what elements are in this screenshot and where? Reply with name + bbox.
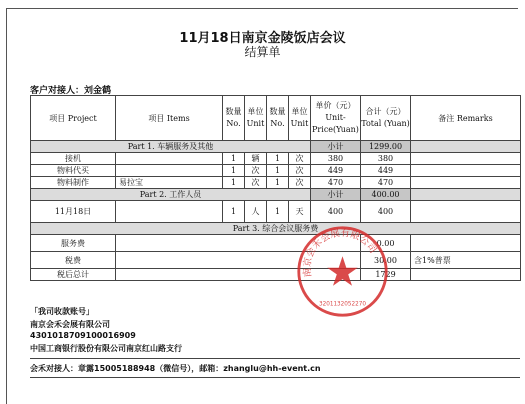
row-total: 400 — [361, 201, 411, 223]
table-row — [31, 201, 521, 223]
row-price: 400 — [311, 201, 361, 223]
part1-subtotal-remarks — [411, 141, 521, 153]
table-row — [31, 252, 521, 269]
row-total: 449 — [361, 165, 411, 177]
hh-contact: 会禾对接人：章露15005188948（微信号），邮箱：zhanglu@hh-event.cn — [30, 364, 321, 373]
row-total: 1729 — [361, 269, 411, 281]
document-subtitle: 结算单 — [244, 45, 281, 59]
table-row — [31, 269, 521, 281]
row-unit1: 次 — [245, 177, 267, 189]
part1-title: Part 1. 车辆服务及其他 — [31, 141, 311, 153]
row-project: 税费 — [31, 252, 116, 269]
footer-bottom-line — [30, 377, 520, 378]
row-qty2: 1 — [267, 165, 289, 177]
part3-title: Part 3. 综合会议服务费 — [31, 223, 521, 235]
bank-name: 中国工商银行股份有限公司南京红山路支行 — [30, 344, 182, 353]
row-total: 30.00 — [361, 252, 411, 269]
table-row — [31, 235, 521, 252]
part1-subtotal: 1299.00 — [361, 141, 411, 153]
row-total: 380 — [361, 153, 411, 165]
row-unit2: 次 — [289, 153, 311, 165]
footer-divider — [30, 358, 520, 359]
row-remarks — [411, 177, 521, 189]
client-contact: 客户对接人：刘金鹤 — [30, 86, 112, 96]
row-qty1: 1 — [223, 165, 245, 177]
row-unit1: 次 — [245, 165, 267, 177]
row-project: 物料制作 — [31, 177, 116, 189]
col-qty2: 数量 No. — [267, 96, 289, 141]
table-row — [31, 177, 521, 189]
part1-subtotal-label: 小计 — [311, 141, 361, 153]
table-row — [31, 153, 521, 165]
row-unit1: 辆 — [245, 153, 267, 165]
part2-subtotal-remarks — [411, 189, 521, 201]
row-price: 449 — [311, 165, 361, 177]
account-title: 「我司收款账号」 — [30, 307, 94, 316]
row-project: 服务费 — [31, 235, 116, 252]
document-title: 11月18日南京金陵饭店会议 — [179, 31, 346, 46]
col-unit2: 单位 Unit — [289, 96, 311, 141]
row-remarks — [411, 269, 521, 281]
row-price: 380 — [311, 153, 361, 165]
col-items: 项目 Items — [116, 96, 223, 141]
row-price: 470 — [311, 177, 361, 189]
company-name: 南京会禾会展有限公司 — [30, 320, 110, 329]
row-qty1: 1 — [223, 201, 245, 223]
part2-title: Part 2. 工作人员 — [31, 189, 311, 201]
row-unit2: 次 — [289, 177, 311, 189]
part2-subtotal: 400.00 — [361, 189, 411, 201]
row-items — [116, 153, 223, 165]
row-qty2: 1 — [267, 201, 289, 223]
row-qty1: 1 — [223, 177, 245, 189]
seal-text: 南京会禾会展有限公司 — [301, 227, 379, 278]
col-unit-price: 单价（元） Unit-Price(Yuan) — [311, 96, 361, 141]
row-project: 物料代买 — [31, 165, 116, 177]
row-total: 0.00 — [361, 235, 411, 252]
col-qty1: 数量 No. — [223, 96, 245, 141]
row-items — [116, 165, 223, 177]
row-items — [116, 201, 223, 223]
seal-star-icon — [327, 256, 357, 285]
row-project: 11月18日 — [31, 201, 116, 223]
frame-left-border — [6, 8, 7, 404]
company-seal — [295, 224, 390, 319]
row-remarks — [411, 153, 521, 165]
col-total: 合计（元） Total (Yuan) — [361, 96, 411, 141]
row-total: 470 — [361, 177, 411, 189]
row-unit2: 次 — [289, 165, 311, 177]
settlement-table — [30, 95, 521, 281]
table-row — [31, 165, 521, 177]
row-qty1: 1 — [223, 153, 245, 165]
col-unit1: 单位 Unit — [245, 96, 267, 141]
header-row — [31, 96, 521, 141]
seal-number: 3201132052270 — [318, 301, 367, 308]
col-project: 项目 Project — [31, 96, 116, 141]
frame-top-border — [6, 8, 518, 9]
row-project: 接机 — [31, 153, 116, 165]
part2-header-row — [31, 189, 521, 201]
row-items: 易拉宝 — [116, 177, 223, 189]
part1-header-row — [31, 141, 521, 153]
row-unit2: 天 — [289, 201, 311, 223]
row-remarks — [411, 201, 521, 223]
col-remarks: 备注 Remarks — [411, 96, 521, 141]
part2-subtotal-label: 小计 — [311, 189, 361, 201]
row-qty2: 1 — [267, 177, 289, 189]
account-number: 4301018709100016909 — [30, 331, 136, 340]
row-remarks — [411, 235, 521, 252]
row-remarks — [411, 165, 521, 177]
row-project: 税后总计 — [31, 269, 116, 281]
row-remarks: 含1%普票 — [411, 252, 521, 269]
row-unit1: 人 — [245, 201, 267, 223]
part3-header-row — [31, 223, 521, 235]
row-qty2: 1 — [267, 153, 289, 165]
